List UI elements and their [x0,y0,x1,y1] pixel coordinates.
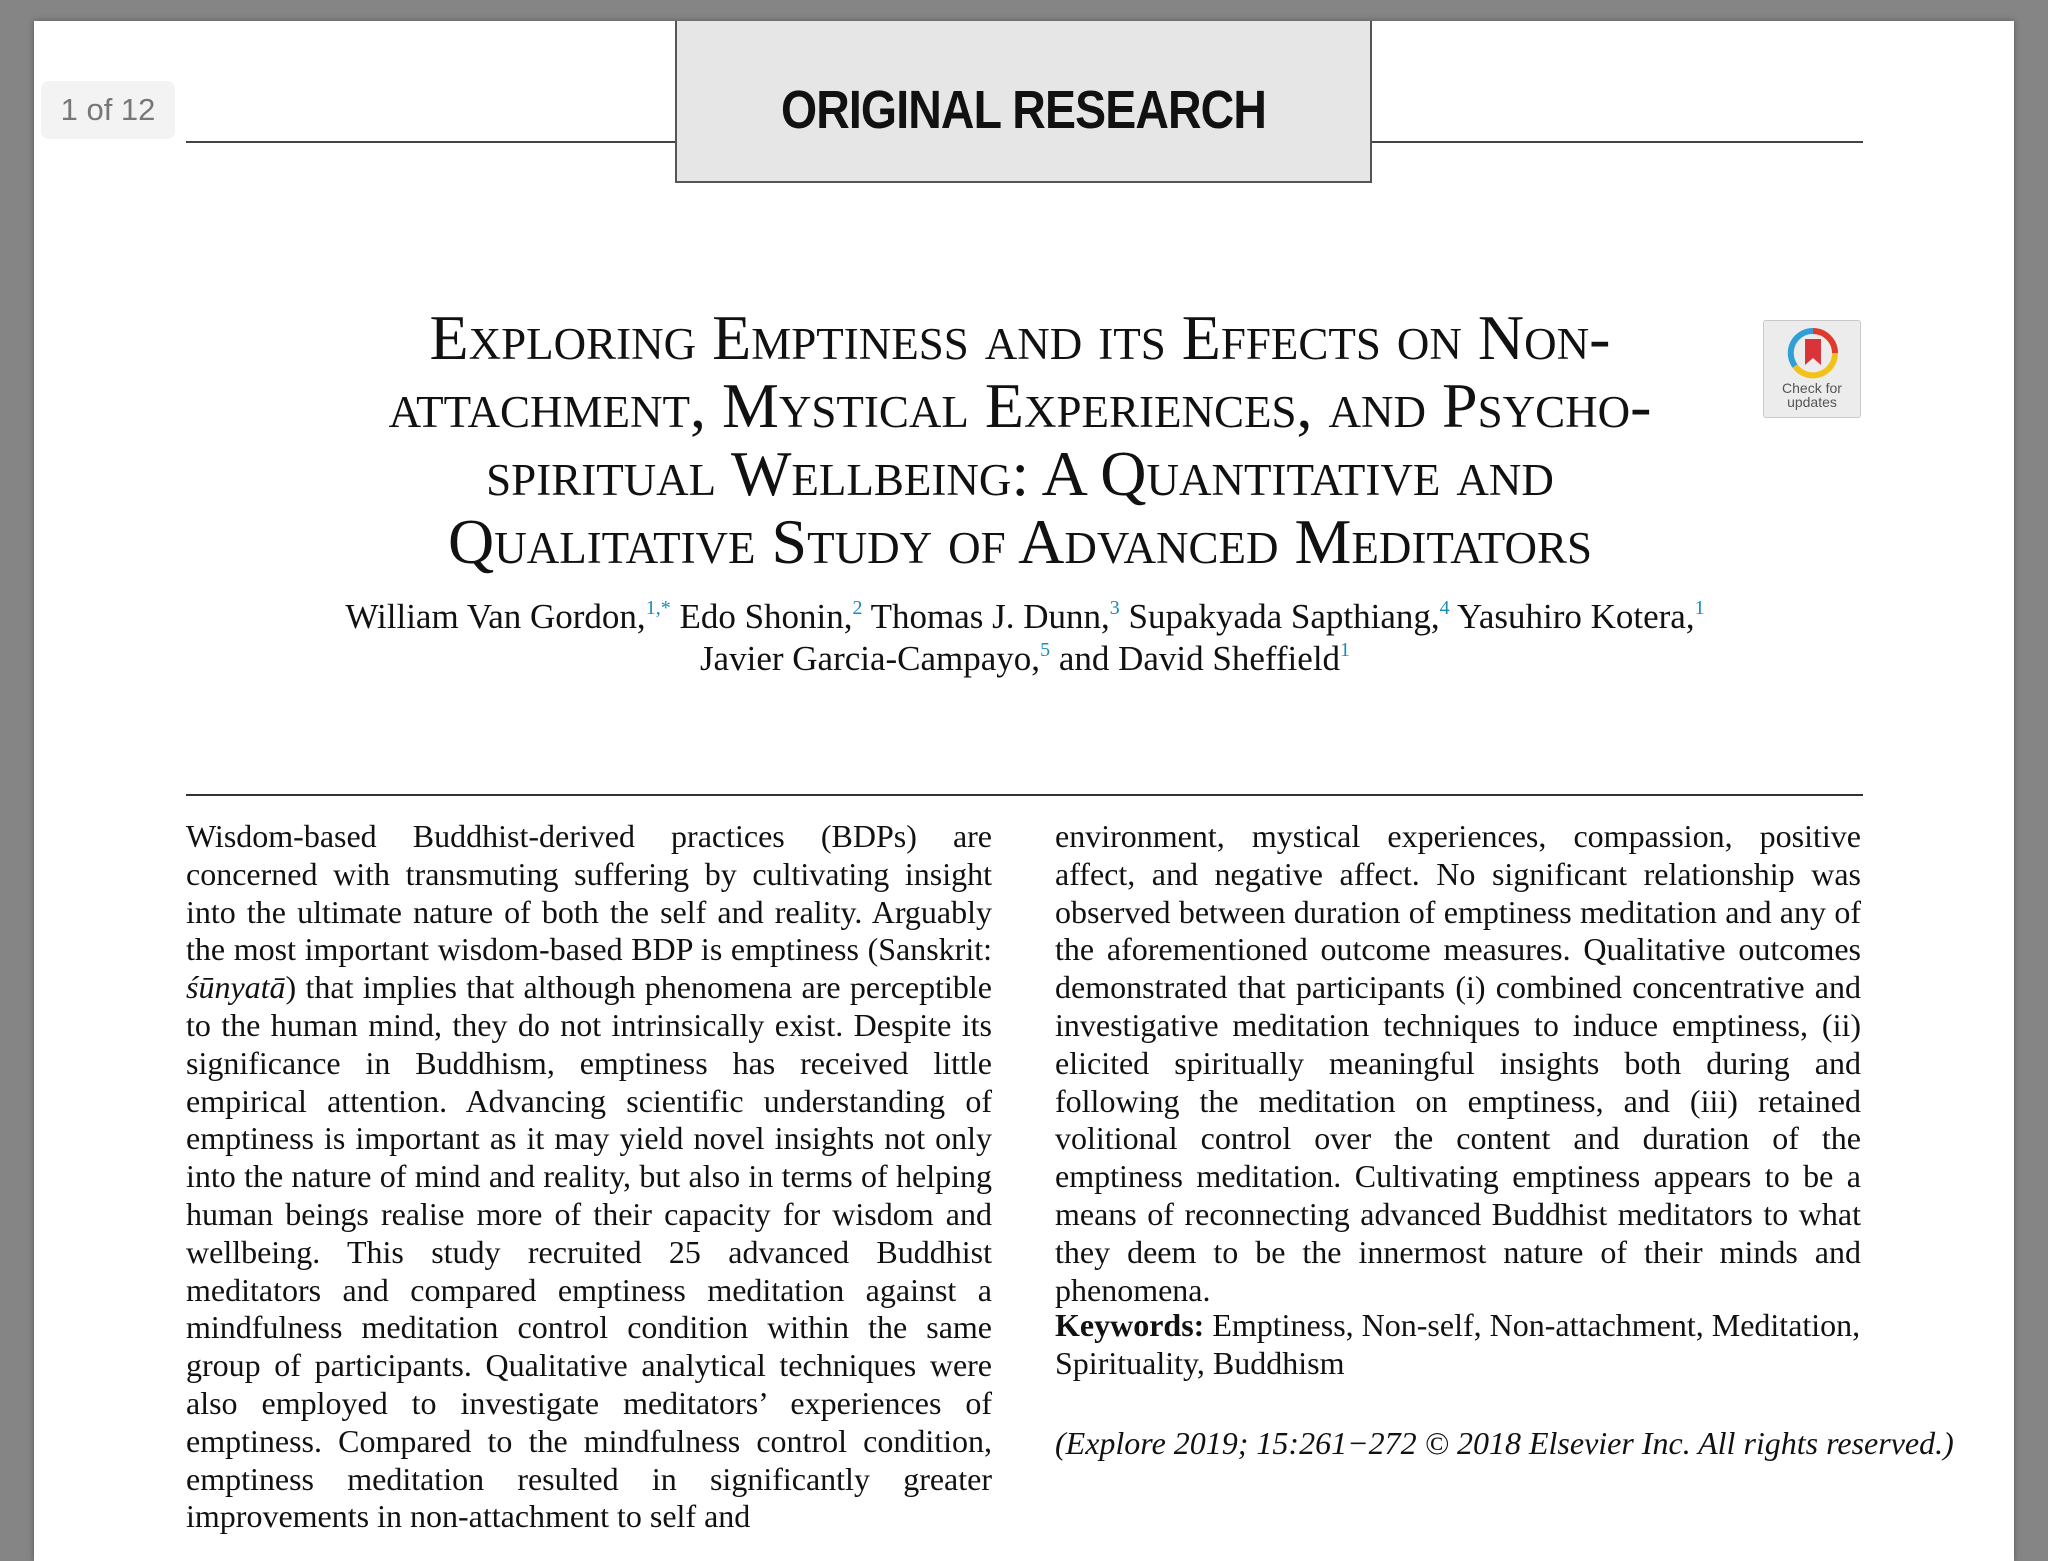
author-name: and David Sheffield [1050,639,1341,678]
title-line: Exploring Emptiness and its Effects on Non- [429,302,1611,373]
keywords [1055,1306,1863,1382]
header-rule-left [186,141,676,143]
affiliation-link[interactable]: 5 [1040,639,1051,661]
author-name: Javier Garcia-Campayo, [699,639,1041,678]
affiliation-link[interactable]: 1,* [645,597,671,619]
page-indicator: 1 of 12 [41,81,175,139]
title-line: spiritual Wellbeing: A Quantitative and [486,438,1554,509]
author-name: Thomas J. Dunn, [862,597,1110,636]
affiliation-link[interactable]: 1 [1694,597,1705,619]
citation: (Explore 2019; 15:261−272 © 2018 Elsevier Inc. All rights reserved.) [1055,1425,1954,1461]
author-name: Edo Shonin, [670,597,853,636]
title-line: attachment, Mystical Experiences, and Psycho- [388,370,1652,441]
affiliation-link[interactable]: 3 [1109,597,1120,619]
crossmark-icon [1787,327,1839,379]
title-line: Qualitative Study of Advanced Meditators [448,506,1592,577]
abstract-column-left [186,818,992,1536]
abstract-column-right: environment, mystical experiences, compassion, positive affect, and negative affect. No significant relationship was observed between duration of emptiness meditation and any of the aforementioned outcome measures. Qualitative outcomes demonstrated that participants (i) combined concentrative and investigative meditation techniques to induce emptiness, (ii) elicited spiritually meaningful insights both during and following the meditation on emptiness, and (iii) retained volitional control over the content and duration of the emptiness meditation. Cultivating emptiness appears to be a means of reconnecting advanced Buddhist meditators to what they deem to be the innermost nature of their minds and phenomena. [1055,818,1861,1308]
check-for-updates-button[interactable] [1763,320,1861,418]
article-title [260,304,1780,576]
section-label-box [675,21,1372,183]
author-name: William Van Gordon, [345,597,646,636]
check-for-updates-label: Check for updates [1782,380,1842,410]
author-name: Yasuhiro Kotera, [1449,597,1695,636]
abstract-text: ) that implies that although phenomena are perceptible to the human mind, they do not intrinsically exist. Despite its significance in Buddhism, emptiness has received little empirical attention. Advancing scientific understanding of emptiness is important as it may yield novel insights not only into the nature of mind and reality, but also in terms of helping human beings realise more of their capacity for wisdom and wellbeing. This study recruited 25 advanced Buddhist meditators and compared emptiness meditation against a mindfulness meditation control condition within the same group of participants. Qualitative analytical techniques were also employed to investigate meditators’ experiences of emptiness. Compared to the mindfulness control condition, emptiness meditation resulted in significantly greater improvements in non-attachment to self and [186,969,992,1535]
keywords-label: Keywords: [1055,1307,1205,1343]
header-rule-right [1372,141,1863,143]
abstract-text: Wisdom-based Buddhist-derived practices (BDPs) are concerned with transmuting suffering by cultivating insight into the ultimate nature of both the self and reality. Arguably the most important wisdom-based BDP is emptiness (Sanskrit: [186,818,992,968]
author-list [200,596,1850,680]
affiliation-link[interactable]: 1 [1340,639,1351,661]
section-label: ORIGINAL RESEARCH [780,80,1267,140]
sanskrit-term: śūnyatā [186,969,286,1006]
keywords-text: Emptiness, Non-self, Non-attachment, Meditation, Spirituality, Buddhism [1055,1307,1861,1381]
affiliation-link[interactable]: 4 [1439,597,1450,619]
author-name: Supakyada Sapthiang, [1119,597,1440,636]
affiliation-link[interactable]: 2 [852,597,863,619]
abstract-rule [186,794,1863,796]
